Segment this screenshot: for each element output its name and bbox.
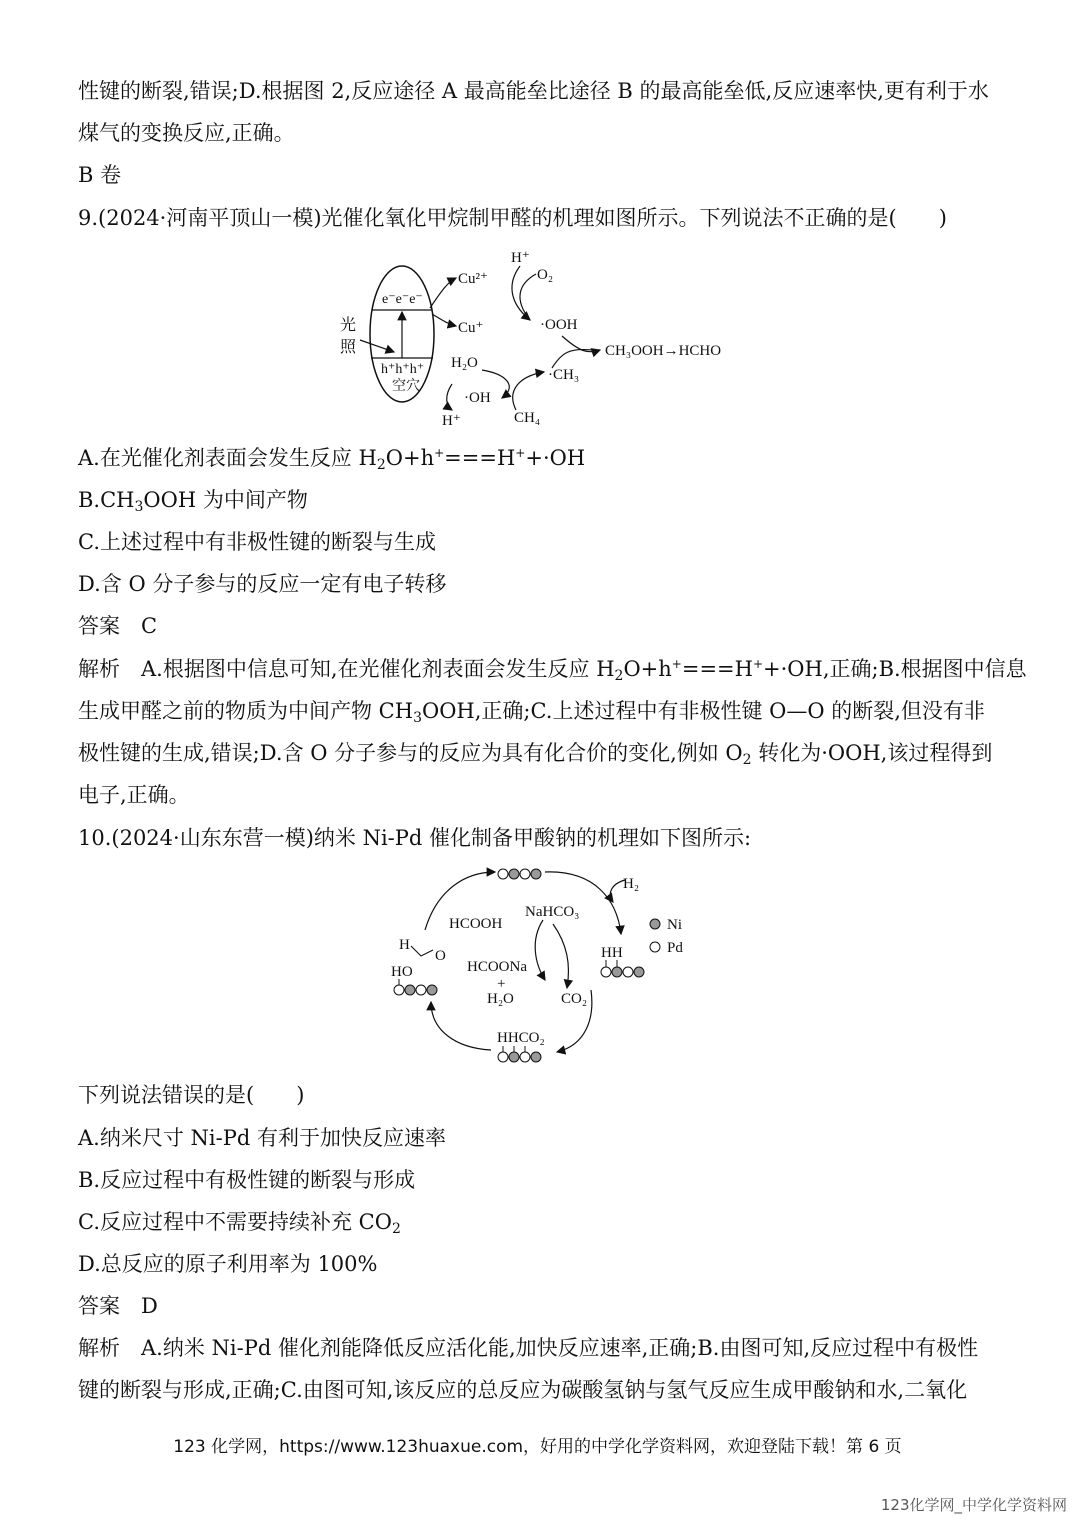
photocatalysis-diagram — [330, 240, 750, 435]
option-10d: D.总反应的原子利用率为 100% — [78, 1252, 378, 1276]
holes-label: h⁺h⁺h⁺ — [381, 362, 425, 377]
option-9a: A.在光催化剂表面会发生反应 $H_2O+h^+===H^++\cdot OH$ — [78, 446, 586, 473]
h2-label: H₂ — [623, 876, 640, 892]
hcoona-label: HCOONa — [467, 959, 527, 975]
hh-label: HH — [601, 945, 623, 961]
catalyst-right — [601, 960, 644, 977]
explanation-9: 生成甲醛之前的物质为中间产物 $CH_3OOH$,正确;C.上述过程中有非极性键 O—O 的断裂,但没有非 — [78, 699, 985, 726]
explanation-10: 键的断裂与形成,正确;C.由图可知,该反应的总反应为碳酸氢钠与氢气反应生成甲酸钠和水,二氧化 — [78, 1378, 968, 1402]
catalyst-bottom — [498, 1046, 541, 1062]
co2-label: CO₂ — [561, 991, 588, 1007]
question-9: 9.(2024·河南平顶山一模)光催化氧化甲烷制甲醛的机理如图所示。下列说法不正确的是( ) — [78, 206, 947, 230]
hhco2-label: HHCO₂ — [497, 1030, 545, 1046]
explanation-10: 解析 A.纳米 Ni-Pd 催化剂能降低反应活化能,加快反应速率,正确;B.由图可知,反应过程中有极性 — [78, 1336, 979, 1360]
explanation-9: 极性键的生成,错误;D.含 O 分子参与的反应为具有化合价的变化,例如 $O_2$ 转化为·OOH,该过程得到 — [78, 741, 993, 768]
option-9d: D.含 O 分子参与的反应一定有电子转移 — [78, 572, 447, 596]
section-title: B 卷 — [78, 163, 122, 187]
hplus-top-label: H⁺ — [511, 250, 530, 266]
hcooh-label: HCOOH — [449, 916, 503, 932]
option-9c: C.上述过程中有非极性键的断裂与生成 — [78, 530, 436, 554]
plus-label: + — [497, 976, 506, 992]
catalyst-left — [394, 979, 437, 995]
light-label-1: 光 — [340, 317, 357, 334]
catalyst-top — [498, 869, 541, 879]
text-line: 煤气的变换反应,正确。 — [78, 121, 295, 145]
ch3-label: ·CH₃ — [548, 367, 580, 383]
answer-9: 答案 C — [78, 614, 158, 638]
nahco3-label: NaHCO₃ — [525, 904, 580, 920]
ch4-label: CH₄ — [514, 410, 541, 426]
legend-pd-label: Pd — [667, 940, 683, 956]
o-label: O — [435, 948, 446, 964]
watermark: 123化学网_中学化学资料网 — [880, 1496, 1067, 1514]
page-footer: 123 化学网，https://www.123huaxue.com，好用的中学化学资料网，欢迎登陆下载！第 6 页 — [173, 1437, 902, 1457]
cu1-label: Cu⁺ — [458, 320, 484, 336]
explanation-9: 解析 A.根据图中信息可知,在光催化剂表面会发生反应 $H_2O+h^+===H^++\cdot OH$,正确;B.根据图中信息 — [78, 657, 1027, 684]
legend-ni-label: Ni — [667, 917, 682, 933]
explanation-9: 电子,正确。 — [78, 783, 190, 807]
h2o-label: H₂O — [451, 355, 478, 371]
legend-pd-circle — [650, 942, 660, 952]
answer-10: 答案 D — [78, 1294, 158, 1318]
oh-label: ·OH — [464, 390, 491, 406]
option-9b: $B.CH_3OOH$ 为中间产物 — [78, 488, 308, 515]
h-label: H — [399, 937, 410, 953]
light-label-2: 照 — [340, 339, 357, 356]
product-label: CH₃OOH→HCHO — [605, 343, 722, 359]
h2o-product-label: H₂O — [487, 991, 514, 1007]
option-10a: A.纳米尺寸 Ni-Pd 有利于加快反应速率 — [78, 1126, 446, 1150]
question-10: 10.(2024·山东东营一模)纳米 Ni-Pd 催化制备甲酸钠的机理如下图所示: — [78, 826, 752, 850]
nipd-mechanism-diagram — [385, 860, 695, 1070]
question-10-stem: 下列说法错误的是( ) — [78, 1083, 305, 1107]
hplus-bottom-label: H⁺ — [442, 413, 461, 429]
legend-ni-circle — [650, 919, 660, 929]
cu2-label: Cu²⁺ — [458, 271, 488, 287]
option-10b: B.反应过程中有极性键的断裂与形成 — [78, 1168, 416, 1192]
option-10c: C.反应过程中不需要持续补充 $CO_2$ — [78, 1210, 401, 1237]
o2-label: O₂ — [537, 267, 554, 283]
holes-text: 空穴 — [392, 379, 420, 394]
electrons-label: e⁻e⁻e⁻ — [382, 292, 423, 307]
ooh-label: ·OOH — [540, 317, 578, 333]
text-line: 性键的断裂,错误;D.根据图 2,反应途径 A 最高能垒比途径 B 的最高能垒低,反应速率快,更有利于水 — [78, 79, 989, 103]
ho-label: HO — [391, 964, 413, 980]
